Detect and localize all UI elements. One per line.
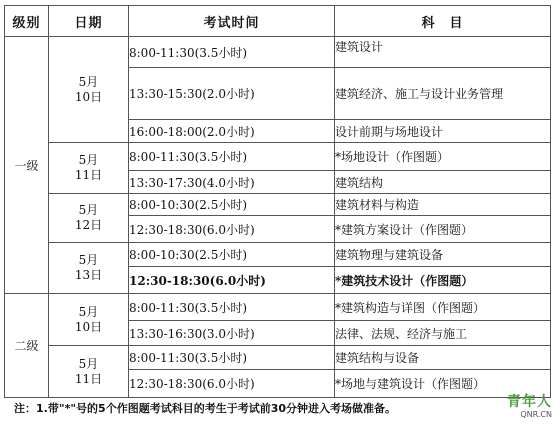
subject-cell: 建筑物理与建筑设备	[335, 243, 551, 267]
date-month: 5月	[78, 153, 99, 167]
date-day: 13日	[74, 268, 103, 282]
time-cell: 8:00-11:30(3.5小时)	[129, 294, 335, 321]
table-row	[5, 294, 551, 321]
date-cell	[49, 243, 129, 294]
time-cell: 8:00-11:30(3.5小时)	[129, 143, 335, 171]
time-cell: 8:00-10:30(2.5小时)	[129, 194, 335, 216]
level-cell-1: 一级	[5, 37, 49, 294]
time-cell: 16:00-18:00(2.0小时)	[129, 120, 335, 143]
table-row	[5, 346, 551, 370]
watermark-site: QNR.CN	[520, 410, 552, 419]
date-cell	[49, 143, 129, 194]
header-subject: 科 目	[335, 6, 551, 37]
time-cell: 8:00-11:30(3.5小时)	[129, 37, 335, 68]
date-cell	[49, 346, 129, 398]
table-row	[5, 194, 551, 216]
time-cell: 12:30-18:30(6.0小时)	[129, 370, 335, 398]
date-month: 5月	[78, 74, 99, 89]
subject-cell: 建筑结构与设备	[335, 346, 551, 370]
table-row	[5, 37, 551, 68]
date-day: 11日	[74, 168, 103, 182]
date-day: 10日	[74, 89, 103, 104]
subject-cell: 法律、法规、经济与施工	[335, 321, 551, 346]
subject-cell: 建筑材料与构造	[335, 194, 551, 216]
subject-cell: *场地设计（作图题）	[335, 143, 551, 171]
time-cell: 13:30-15:30(2.0小时)	[129, 68, 335, 120]
date-cell	[49, 37, 129, 143]
subject-cell: *建筑方案设计（作图题）	[335, 216, 551, 243]
date-month: 5月	[78, 356, 99, 371]
exam-schedule-table	[4, 5, 551, 398]
table-row	[5, 143, 551, 171]
time-cell: 12:30-18:30(6.0小时)	[129, 216, 335, 243]
date-cell	[49, 194, 129, 243]
date-cell	[49, 294, 129, 346]
time-cell: 12:30-18:30(6.0小时)	[129, 267, 335, 294]
site-watermark-logo	[482, 394, 552, 419]
time-cell: 13:30-16:30(3.0小时)	[129, 321, 335, 346]
subject-cell: 建筑结构	[335, 171, 551, 194]
date-day: 10日	[74, 319, 103, 334]
subject-cell: *建筑构造与详图（作图题）	[335, 294, 551, 321]
date-month: 5月	[78, 253, 99, 267]
time-cell: 13:30-17:30(4.0小时)	[129, 171, 335, 194]
date-day: 12日	[74, 218, 103, 232]
footnote: 注：1.带"*"号的5个作图题考试科目的考生于考试前30分钟进入考场做准备。	[14, 402, 397, 415]
header-date: 日期	[49, 6, 129, 37]
date-month: 5月	[78, 304, 99, 319]
level-cell-2: 二级	[5, 294, 49, 398]
subject-cell: *场地与建筑设计（作图题）	[335, 370, 551, 398]
subject-cell: 建筑设计	[335, 37, 551, 68]
table-header-row	[5, 6, 551, 37]
header-level: 级别	[5, 6, 49, 37]
time-cell: 8:00-10:30(2.5小时)	[129, 243, 335, 267]
date-month: 5月	[78, 203, 99, 217]
subject-cell: 建筑经济、施工与设计业务管理	[335, 68, 551, 120]
watermark-name: 青年人	[507, 394, 552, 410]
date-day: 11日	[74, 371, 103, 386]
subject-cell: 设计前期与场地设计	[335, 120, 551, 143]
table-row	[5, 243, 551, 267]
header-time: 考试时间	[129, 6, 335, 37]
time-cell: 8:00-11:30(3.5小时)	[129, 346, 335, 370]
subject-cell: *建筑技术设计（作图题）	[335, 267, 551, 294]
